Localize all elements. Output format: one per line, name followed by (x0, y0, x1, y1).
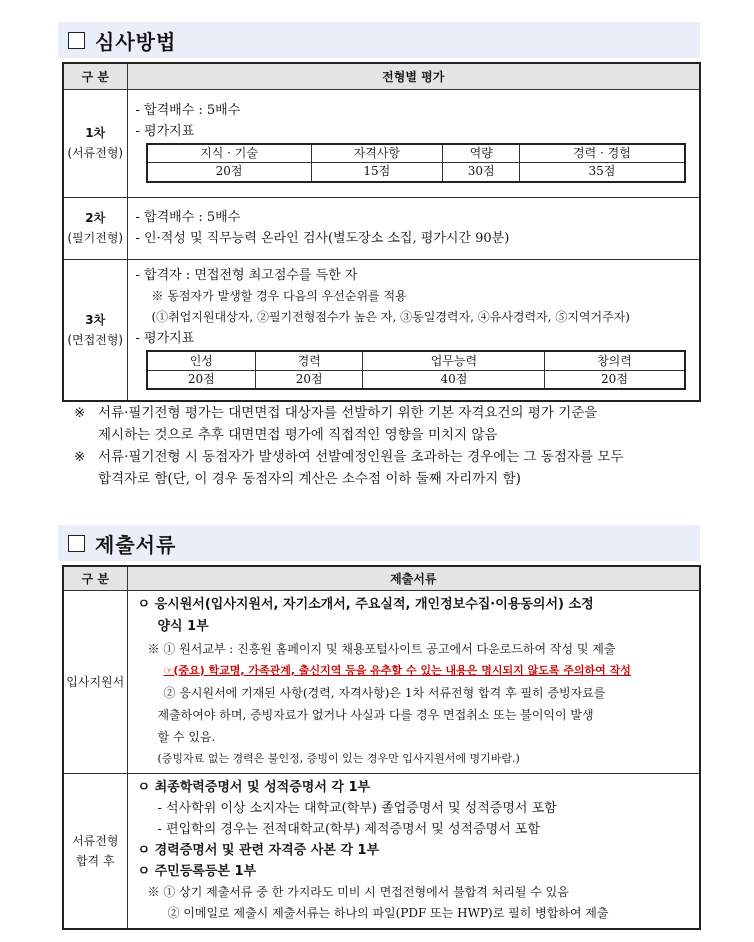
warning-text: ☞(중요) 학교명, 가족관계, 출신지역 등을 유추할 수 있는 내용은 명시되지 않도록 주의하여 작성 (163, 663, 631, 677)
row-label-stage3: 3차 (면접전형) (63, 259, 127, 401)
row-label-application: 입사지원서 (63, 590, 127, 773)
row-label-stage1: 1차 (서류전형) (63, 89, 127, 197)
evaluation-table (62, 62, 701, 402)
stage3-score-table: 인성 경력 업무능력 창의력 20점 20점 40점 20점 (146, 350, 686, 390)
row-content-application: ㅇ 응시원서(입사지원서, 자기소개서, 주요실적, 개인정보수집·이용동의서) 소정 양식 1부 ※ ① 원서교부 : 진흥원 홈페이지 및 채용포털사이트 공고에서 다운로드하여 작성 및 제출 ☞(중요) 학교명, 가족관계, 출신지역 등을 유추할 수 있는 내용은 명시되지 않도록 주의하여 작성 ② 응시원서에 기재된 사항(경력, 자격사항)은 1차 서류전형 합격 후 필히 증빙자료를 제출하여야 하며, 증빙자료가 없거나 사실과 다를 경우 면접취소 또는 불이익이 발생 할 수 있음. (증빙자료 없는 경력은 불인정, 증빙이 있는 경우만 입사지원서에 명기바람.) (127, 590, 700, 773)
row-label-stage2: 2차 (필기전형) (63, 197, 127, 259)
note-item: ※ 서류·필기전형 시 동점자가 발생하여 선발예정인원을 초과하는 경우에는 그 동점자를 모두 합격자로 함(단, 이 경우 동점자의 계산은 소수점 이하 둘째 자리까지 함) (74, 449, 624, 487)
stage1-score-table: 지식 · 기술 자격사항 역량 경력 · 경험 20점 15점 30점 35점 (146, 143, 686, 183)
row-content-stage3: - 합격자 : 면접전형 최고점수를 득한 자 ※ 동점자가 발생할 경우 다음의 우선순위를 적용 (①취업지원대상자, ②필기전형점수가 높은 자, ③동일경력자, ④유사경력자, ⑤지역거주자) - 평가지표 인성 경력 업무능력 창의력 20점 20점 40점 20점 (127, 259, 700, 401)
header-category: 구 분 (63, 566, 127, 590)
header-category: 구 분 (63, 63, 127, 89)
section-title: 제출서류 (95, 532, 177, 557)
row-content-stage1: - 합격배수 : 5배수 - 평가지표 지식 · 기술 자격사항 역량 경력 · 경험 20점 15점 30점 35점 (127, 89, 700, 197)
evaluation-notes (74, 402, 704, 490)
section-title: 심사방법 (95, 29, 177, 54)
row-content-after-pass: ㅇ 최종학력증명서 및 성적증명서 각 1부 - 석사학위 이상 소지자는 대학교(학부) 졸업증명서 및 성적증명서 포함 - 편입학의 경우는 전적대학교(학부) 제적증명서 및 성적증명서 포함 ㅇ 경력증명서 및 관련 자격증 사본 각 1부 ㅇ 주민등록등본 1부 ※ ① 상기 제출서류 중 한 가지라도 미비 시 면접전형에서 불합격 처리될 수 있음 ② 이메일로 제출시 제출서류는 하나의 파일(PDF 또는 HWP)로 필히 병합하여 제출 (127, 773, 700, 929)
note-item: ※ 서류·필기전형 평가는 대면면접 대상자를 선발하기 위한 기본 자격요건의 평가 기준을 제시하는 것으로 추후 대면면접 평가에 직접적인 영향을 미치지 않음 (74, 405, 598, 443)
documents-table (62, 565, 701, 930)
section-heading-evaluation (58, 22, 700, 58)
header-evaluation: 전형별 평가 (127, 63, 700, 89)
checkbox-square-icon (68, 32, 85, 49)
checkbox-square-icon (68, 535, 85, 552)
header-documents: 제출서류 (127, 566, 700, 590)
section-heading-documents (58, 525, 700, 561)
row-content-stage2: - 합격배수 : 5배수 - 인·적성 및 직무능력 온라인 검사(별도장소 소집, 평가시간 90분) (127, 197, 700, 259)
row-label-after-pass: 서류전형 합격 후 (63, 773, 127, 929)
